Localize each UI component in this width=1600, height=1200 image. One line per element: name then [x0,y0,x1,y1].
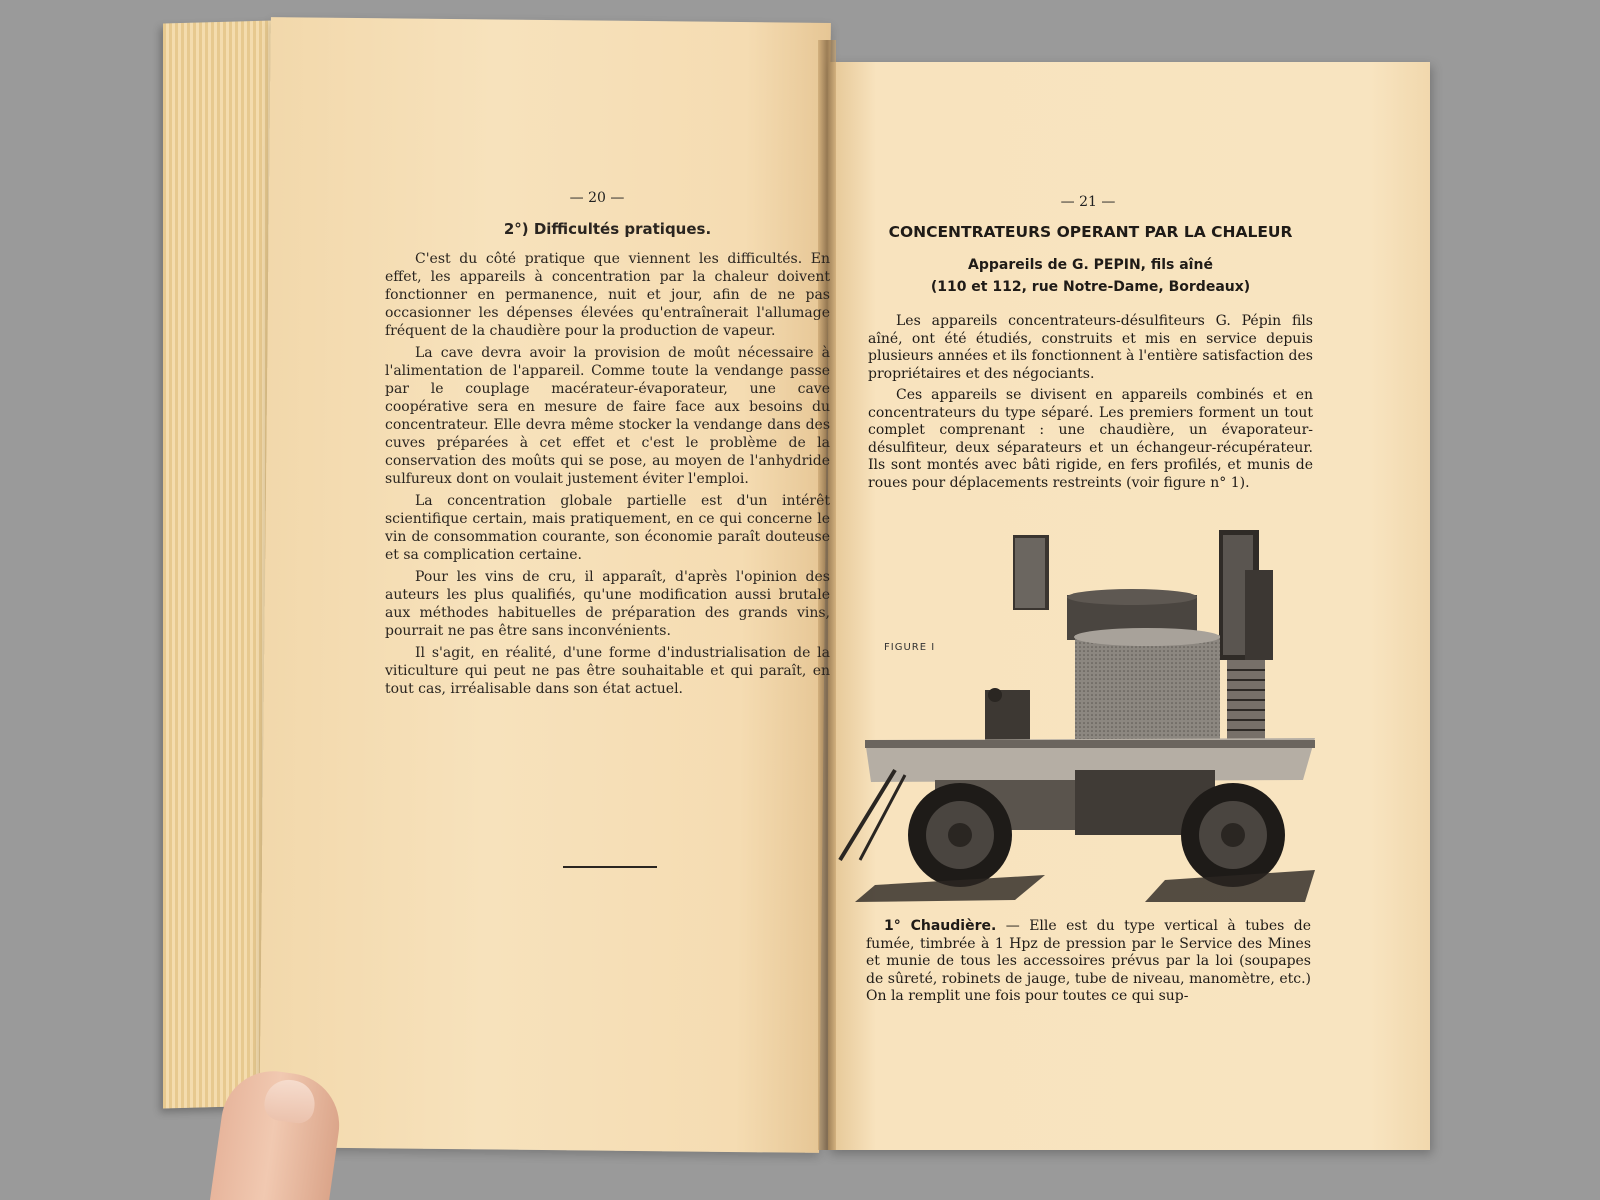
right-page-content [868,185,1313,496]
subtitle: Appareils de G. PEPIN, fils aîné [968,257,1213,273]
left-page-content [385,185,830,702]
chaudiere-heading: 1° Chaudière. [884,918,997,934]
end-rule [563,866,657,868]
section-heading: 2°) Difficultés pratiques. [503,220,712,238]
paragraph: Pour les vins de cru, il apparaît, d'après l'opinion des auteurs les plus qualifiés, qu'une modification aussi brutale aux méthodes habituelles de préparation des grands vins, pourrait ne pas être sans inconvénients. [385,569,830,639]
address: (110 et 112, rue Notre-Dame, Bordeaux) [930,279,1251,295]
figure-label: FIGURE I [884,642,936,653]
paragraph: Il s'agit, en réalité, d'une forme d'industrialisation de la viticulture qui peut ne pas être souhaitable et qui paraît, en tout cas, irréalisable dans son état actuel. [385,645,830,697]
left-page-number: — 20 — [569,190,625,206]
paragraph: Ces appareils se divisent en appareils combinés et en concentrateurs du type séparé. Les premiers forment un tout complet comprenant : une chaudière, un évaporateur-désulfiteur, deux séparateurs et un échangeur-récupérateur. Ils sont montés avec bâti rigide, en fers profilés, et munis de roues pour déplacements restreints (voir figure n° 1). [868,387,1313,491]
paragraph: La cave devra avoir la provision de moût nécessaire à l'alimentation de l'appareil. Comme toute la vendange passe par le couplage macérateur-évaporateur, une cave coopérative sera en mesure de faire face aux besoins du concentrateur. Elle devra même stocker la vendange dans des cuves préparées à cet effet et c'est le problème de la conservation des moûts qui se pose, au moyen de l'anhydride sulfureux dont on voulait justement éviter l'emploi. [385,345,830,487]
right-page-number: — 21 — [1060,194,1116,210]
concentrator-machine-illustration [835,530,1335,910]
paragraph: C'est du côté pratique que viennent les difficultés. En effet, les appareils à concentration par la chaleur doivent fonctionner en permanence, nuit et jour, afin de ne pas occasionner les dépenses élevées qu'entraînerait l'allumage fréquent de la chaudière pour la production de vapeur. [385,251,830,339]
chapter-title: CONCENTRATEURS OPERANT PAR LA CHALEUR [888,223,1293,241]
chaudiere-section [866,918,1311,1010]
paragraph: Les appareils concentrateurs-désulfiteurs G. Pépin fils aîné, ont été étudiés, construits et mis en service depuis plusieurs années et ils fonctionnent à l'entière satisfaction des propriétaires et des négociants. [868,313,1313,382]
page-edges [163,21,273,1109]
paragraph: La concentration globale partielle est d'un intérêt scientifique certain, mais pratiquement, en ce qui concerne le vin de consommation courante, son économie paraît douteuse et sa complication certaine. [385,493,830,563]
chaudiere-text: — Elle est du type vertical à tubes de fumée, timbrée à 1 Hpz de pression par le Service des Mines et munie de tous les accessoires prévus par la loi (soupapes de sûreté, robinets de jauge, tube de niveau, manomètre, etc.) On la remplit une fois pour toutes ce qui sup- [866,918,1311,1004]
paragraph [866,918,1311,1006]
